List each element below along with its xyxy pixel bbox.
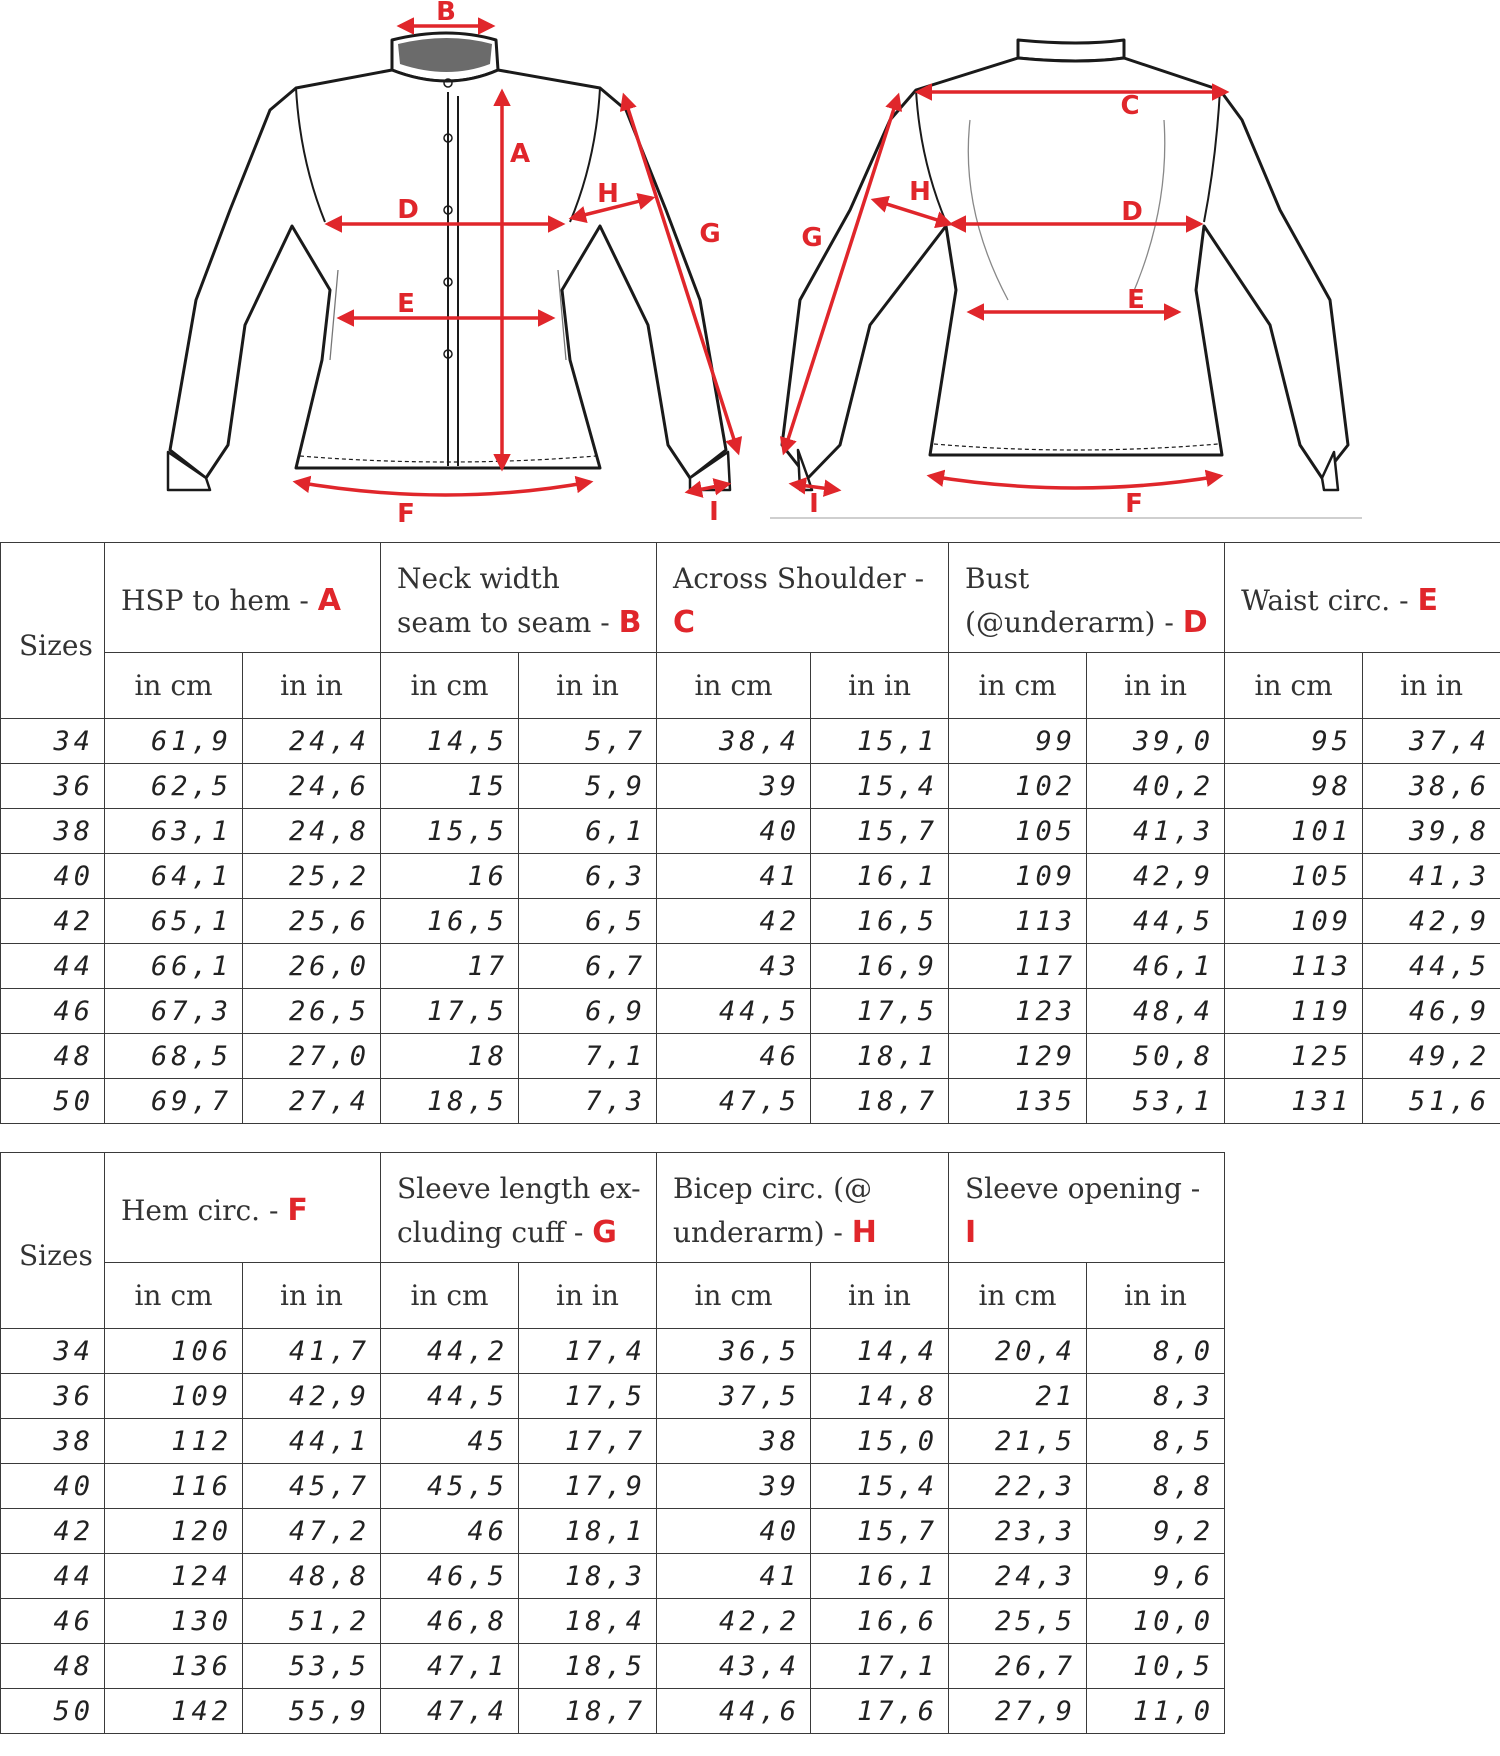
measurement-cell: 22,3 [949, 1464, 1087, 1509]
measurement-cell: 41 [657, 1554, 811, 1599]
measurement-cell: 15,0 [811, 1419, 949, 1464]
measurement-cell: 47,2 [243, 1509, 381, 1554]
measurement-cell: 24,6 [243, 764, 381, 809]
measurement-cell: 26,7 [949, 1644, 1087, 1689]
unit-cm-header: in cm [381, 1263, 519, 1329]
measurement-cell: 44,5 [381, 1374, 519, 1419]
size-cell: 42 [1, 899, 105, 944]
size-chart-table-1 [0, 542, 1500, 1124]
measurement-cell: 46,1 [1087, 944, 1225, 989]
measurement-cell: 48,4 [1087, 989, 1225, 1034]
measurement-cell: 9,6 [1087, 1554, 1225, 1599]
measurement-cell: 16,1 [811, 854, 949, 899]
diagram-label-front: I [709, 497, 719, 527]
measurement-cell: 38 [657, 1419, 811, 1464]
table-row [1, 1464, 1225, 1509]
diagram-label-back: E [1127, 285, 1145, 315]
measurement-cell: 67,3 [105, 989, 243, 1034]
measurement-cell: 25,5 [949, 1599, 1087, 1644]
measurement-cell: 38,6 [1363, 764, 1500, 809]
diagram-label-back: H [909, 177, 931, 207]
measurement-cell: 44,6 [657, 1689, 811, 1734]
measurement-cell: 61,9 [105, 719, 243, 764]
column-header-hsp-to-hem: HSP to hem - A [105, 543, 381, 653]
measurement-cell: 47,1 [381, 1644, 519, 1689]
measurement-cell: 18,7 [519, 1689, 657, 1734]
diagram-label-front: D [397, 195, 419, 225]
table-row [1, 1554, 1225, 1599]
measurement-cell: 44,2 [381, 1329, 519, 1374]
table-row [1, 854, 1500, 899]
measurement-cell: 21 [949, 1374, 1087, 1419]
measurement-cell: 42,2 [657, 1599, 811, 1644]
unit-cm-header: in cm [949, 1263, 1087, 1329]
measurement-cell: 44,1 [243, 1419, 381, 1464]
unit-in-header: in in [243, 653, 381, 719]
measurement-cell: 39 [657, 764, 811, 809]
measurement-cell: 27,0 [243, 1034, 381, 1079]
measurement-cell: 14,8 [811, 1374, 949, 1419]
size-cell: 36 [1, 764, 105, 809]
diagram-label-back: I [809, 489, 819, 519]
column-header-sleeve-opening: Sleeve opening - I [949, 1153, 1225, 1263]
measurement-cell: 15 [381, 764, 519, 809]
measurement-cell: 17,5 [381, 989, 519, 1034]
measurement-cell: 41 [657, 854, 811, 899]
measurement-cell: 39 [657, 1464, 811, 1509]
measurement-cell: 46,8 [381, 1599, 519, 1644]
unit-in-header: in in [811, 1263, 949, 1329]
measurement-cell: 24,8 [243, 809, 381, 854]
unit-in-header: in in [811, 653, 949, 719]
table-row [1, 764, 1500, 809]
measurement-cell: 27,4 [243, 1079, 381, 1124]
measurement-cell: 125 [1225, 1034, 1363, 1079]
size-cell: 48 [1, 1644, 105, 1689]
measurement-cell: 16,5 [811, 899, 949, 944]
table-row [1, 1509, 1225, 1554]
size-cell: 46 [1, 989, 105, 1034]
measurement-cell: 135 [949, 1079, 1087, 1124]
size-cell: 44 [1, 944, 105, 989]
measurement-cell: 39,0 [1087, 719, 1225, 764]
measurement-cell: 105 [1225, 854, 1363, 899]
back-blouse-drawing [782, 40, 1348, 490]
unit-cm-header: in cm [1225, 653, 1363, 719]
sizes-header: Sizes [1, 543, 105, 719]
measurement-cell: 41,7 [243, 1329, 381, 1374]
measurement-cell: 18,4 [519, 1599, 657, 1644]
measurement-cell: 26,5 [243, 989, 381, 1034]
measurement-cell: 18,5 [381, 1079, 519, 1124]
measurement-cell: 98 [1225, 764, 1363, 809]
size-cell: 46 [1, 1599, 105, 1644]
measurement-cell: 109 [949, 854, 1087, 899]
table-row [1, 1689, 1225, 1734]
measurement-cell: 8,0 [1087, 1329, 1225, 1374]
measurement-cell: 17 [381, 944, 519, 989]
column-header-bicep-circ: Bicep circ. (@ underarm) - H [657, 1153, 949, 1263]
measurement-cell: 65,1 [105, 899, 243, 944]
unit-cm-header: in cm [657, 1263, 811, 1329]
measurement-cell: 48,8 [243, 1554, 381, 1599]
measurement-cell: 16 [381, 854, 519, 899]
size-cell: 44 [1, 1554, 105, 1599]
column-header-waist: Waist circ. - E [1225, 543, 1500, 653]
unit-cm-header: in cm [657, 653, 811, 719]
measurement-cell: 10,5 [1087, 1644, 1225, 1689]
measurement-cell: 8,8 [1087, 1464, 1225, 1509]
diagram-label-front: B [436, 0, 456, 27]
diagram-label-front: H [597, 179, 619, 209]
measurement-cell: 46,9 [1363, 989, 1500, 1034]
measurement-cell: 18,5 [519, 1644, 657, 1689]
unit-cm-header: in cm [381, 653, 519, 719]
measurement-cell: 17,5 [811, 989, 949, 1034]
diagram-label-front: G [699, 219, 721, 249]
measurement-cell: 14,5 [381, 719, 519, 764]
measurement-cell: 50,8 [1087, 1034, 1225, 1079]
measurement-cell: 5,7 [519, 719, 657, 764]
measurement-cell: 119 [1225, 989, 1363, 1034]
measurement-cell: 23,3 [949, 1509, 1087, 1554]
measurement-cell: 7,1 [519, 1034, 657, 1079]
measurement-cell: 14,4 [811, 1329, 949, 1374]
measurement-cell: 6,7 [519, 944, 657, 989]
measurement-cell: 101 [1225, 809, 1363, 854]
table-row [1, 1419, 1225, 1464]
table-row [1, 1034, 1500, 1079]
table-row [1, 944, 1500, 989]
diagram-label-back: D [1121, 197, 1143, 227]
measurement-cell: 16,1 [811, 1554, 949, 1599]
size-cell: 40 [1, 1464, 105, 1509]
measurement-cell: 18 [381, 1034, 519, 1079]
measurement-cell: 66,1 [105, 944, 243, 989]
size-cell: 40 [1, 854, 105, 899]
table-row [1, 989, 1500, 1034]
measurement-cell: 6,3 [519, 854, 657, 899]
unit-in-header: in in [519, 653, 657, 719]
measurement-diagram [0, 0, 1500, 530]
unit-cm-header: in cm [105, 653, 243, 719]
front-blouse-drawing [168, 33, 730, 490]
measurement-cell: 15,4 [811, 1464, 949, 1509]
measurement-cell: 109 [1225, 899, 1363, 944]
diagram-label-back: G [801, 223, 823, 253]
measurement-cell: 131 [1225, 1079, 1363, 1124]
measurement-cell: 113 [949, 899, 1087, 944]
measurement-cell: 136 [105, 1644, 243, 1689]
measurement-cell: 17,7 [519, 1419, 657, 1464]
measurement-cell: 8,5 [1087, 1419, 1225, 1464]
measurement-cell: 16,9 [811, 944, 949, 989]
measurement-cell: 49,2 [1363, 1034, 1500, 1079]
table-row [1, 1644, 1225, 1689]
measurement-cell: 15,7 [811, 1509, 949, 1554]
measurement-cell: 17,4 [519, 1329, 657, 1374]
unit-in-header: in in [1087, 653, 1225, 719]
measurement-cell: 130 [105, 1599, 243, 1644]
measurement-cell: 69,7 [105, 1079, 243, 1124]
measurement-cell: 46,5 [381, 1554, 519, 1599]
table-row [1, 719, 1500, 764]
column-header-across-shoulder: Across Shoulder - C [657, 543, 949, 653]
measurement-cell: 27,9 [949, 1689, 1087, 1734]
measurement-cell: 47,5 [657, 1079, 811, 1124]
measurement-cell: 24,4 [243, 719, 381, 764]
measurement-cell: 105 [949, 809, 1087, 854]
measurement-cell: 44,5 [657, 989, 811, 1034]
measurement-cell: 18,1 [519, 1509, 657, 1554]
measurement-cell: 129 [949, 1034, 1087, 1079]
size-cell: 34 [1, 719, 105, 764]
measurement-cell: 45,7 [243, 1464, 381, 1509]
measurement-cell: 9,2 [1087, 1509, 1225, 1554]
diagram-label-back: C [1120, 91, 1140, 121]
measurement-cell: 113 [1225, 944, 1363, 989]
measurement-cell: 5,9 [519, 764, 657, 809]
measurement-cell: 6,1 [519, 809, 657, 854]
table-row [1, 1374, 1225, 1419]
measurement-cell: 44,5 [1087, 899, 1225, 944]
measurement-cell: 106 [105, 1329, 243, 1374]
measurement-cell: 17,5 [519, 1374, 657, 1419]
measurement-cell: 18,1 [811, 1034, 949, 1079]
unit-in-header: in in [519, 1263, 657, 1329]
diagram-label-front: F [397, 499, 415, 529]
measurement-cell: 63,1 [105, 809, 243, 854]
measurement-cell: 17,6 [811, 1689, 949, 1734]
size-cell: 48 [1, 1034, 105, 1079]
measurement-cell: 37,5 [657, 1374, 811, 1419]
measurement-cell: 95 [1225, 719, 1363, 764]
measurement-cell: 40,2 [1087, 764, 1225, 809]
measurement-cell: 62,5 [105, 764, 243, 809]
measurement-cell: 25,6 [243, 899, 381, 944]
measurement-cell: 39,8 [1363, 809, 1500, 854]
measurement-cell: 6,9 [519, 989, 657, 1034]
unit-in-header: in in [1087, 1263, 1225, 1329]
table-row [1, 1599, 1225, 1644]
measurement-cell: 64,1 [105, 854, 243, 899]
measurement-cell: 46 [657, 1034, 811, 1079]
measurement-cell: 123 [949, 989, 1087, 1034]
measurement-cell: 42,9 [1087, 854, 1225, 899]
measurement-cell: 120 [105, 1509, 243, 1554]
measurement-cell: 51,6 [1363, 1079, 1500, 1124]
measurement-cell: 102 [949, 764, 1087, 809]
measurement-cell: 109 [105, 1374, 243, 1419]
measurement-cell: 11,0 [1087, 1689, 1225, 1734]
measurement-cell: 15,5 [381, 809, 519, 854]
measurement-cell: 53,5 [243, 1644, 381, 1689]
column-header-bust: Bust (@underarm) - D [949, 543, 1225, 653]
measurement-cell: 6,5 [519, 899, 657, 944]
unit-cm-header: in cm [949, 653, 1087, 719]
measurement-cell: 41,3 [1087, 809, 1225, 854]
measurement-cell: 55,9 [243, 1689, 381, 1734]
sizes-header: Sizes [1, 1153, 105, 1329]
measurement-cell: 26,0 [243, 944, 381, 989]
diagram-label-back: F [1125, 489, 1143, 519]
unit-cm-header: in cm [105, 1263, 243, 1329]
measurement-cell: 43 [657, 944, 811, 989]
table-row [1, 899, 1500, 944]
column-header-neck-width: Neck width seam to seam - B [381, 543, 657, 653]
measurement-cell: 42,9 [243, 1374, 381, 1419]
measurement-cell: 68,5 [105, 1034, 243, 1079]
measurement-cell: 45 [381, 1419, 519, 1464]
measurement-cell: 8,3 [1087, 1374, 1225, 1419]
table-row [1, 809, 1500, 854]
measurement-cell: 18,3 [519, 1554, 657, 1599]
table-row [1, 1079, 1500, 1124]
table-row [1, 1329, 1225, 1374]
measurement-cell: 15,7 [811, 809, 949, 854]
size-cell: 34 [1, 1329, 105, 1374]
measurement-cell: 20,4 [949, 1329, 1087, 1374]
unit-in-header: in in [1363, 653, 1500, 719]
diagram-label-front: E [397, 289, 415, 319]
column-header-hem-circ: Hem circ. - F [105, 1153, 381, 1263]
measurement-cell: 47,4 [381, 1689, 519, 1734]
measurement-cell: 36,5 [657, 1329, 811, 1374]
measurement-cell: 15,4 [811, 764, 949, 809]
size-chart-table-2 [0, 1152, 1225, 1734]
size-cell: 38 [1, 1419, 105, 1464]
measurement-cell: 7,3 [519, 1079, 657, 1124]
measurement-cell: 17,9 [519, 1464, 657, 1509]
measurement-cell: 25,2 [243, 854, 381, 899]
measurement-cell: 16,6 [811, 1599, 949, 1644]
measurement-cell: 53,1 [1087, 1079, 1225, 1124]
size-cell: 36 [1, 1374, 105, 1419]
measurement-cell: 51,2 [243, 1599, 381, 1644]
measurement-cell: 124 [105, 1554, 243, 1599]
measurement-cell: 43,4 [657, 1644, 811, 1689]
measurement-cell: 18,7 [811, 1079, 949, 1124]
measurement-cell: 99 [949, 719, 1087, 764]
measurement-cell: 116 [105, 1464, 243, 1509]
measurement-cell: 42 [657, 899, 811, 944]
measurement-cell: 15,1 [811, 719, 949, 764]
measurement-cell: 44,5 [1363, 944, 1500, 989]
size-cell: 38 [1, 809, 105, 854]
size-cell: 50 [1, 1079, 105, 1124]
measurement-cell: 37,4 [1363, 719, 1500, 764]
size-cell: 42 [1, 1509, 105, 1554]
column-header-sleeve-length: Sleeve length ex-cluding cuff - G [381, 1153, 657, 1263]
measurement-cell: 40 [657, 809, 811, 854]
measurement-cell: 16,5 [381, 899, 519, 944]
measurement-cell: 40 [657, 1509, 811, 1554]
measurement-cell: 42,9 [1363, 899, 1500, 944]
measurement-cell: 21,5 [949, 1419, 1087, 1464]
measurement-cell: 117 [949, 944, 1087, 989]
measurement-cell: 112 [105, 1419, 243, 1464]
unit-in-header: in in [243, 1263, 381, 1329]
size-cell: 50 [1, 1689, 105, 1734]
measurement-cell: 46 [381, 1509, 519, 1554]
measurement-cell: 38,4 [657, 719, 811, 764]
measurement-cell: 142 [105, 1689, 243, 1734]
diagram-label-front: A [509, 139, 531, 169]
measurement-cell: 45,5 [381, 1464, 519, 1509]
measurement-cell: 17,1 [811, 1644, 949, 1689]
measurement-cell: 41,3 [1363, 854, 1500, 899]
measurement-cell: 10,0 [1087, 1599, 1225, 1644]
measurement-cell: 24,3 [949, 1554, 1087, 1599]
